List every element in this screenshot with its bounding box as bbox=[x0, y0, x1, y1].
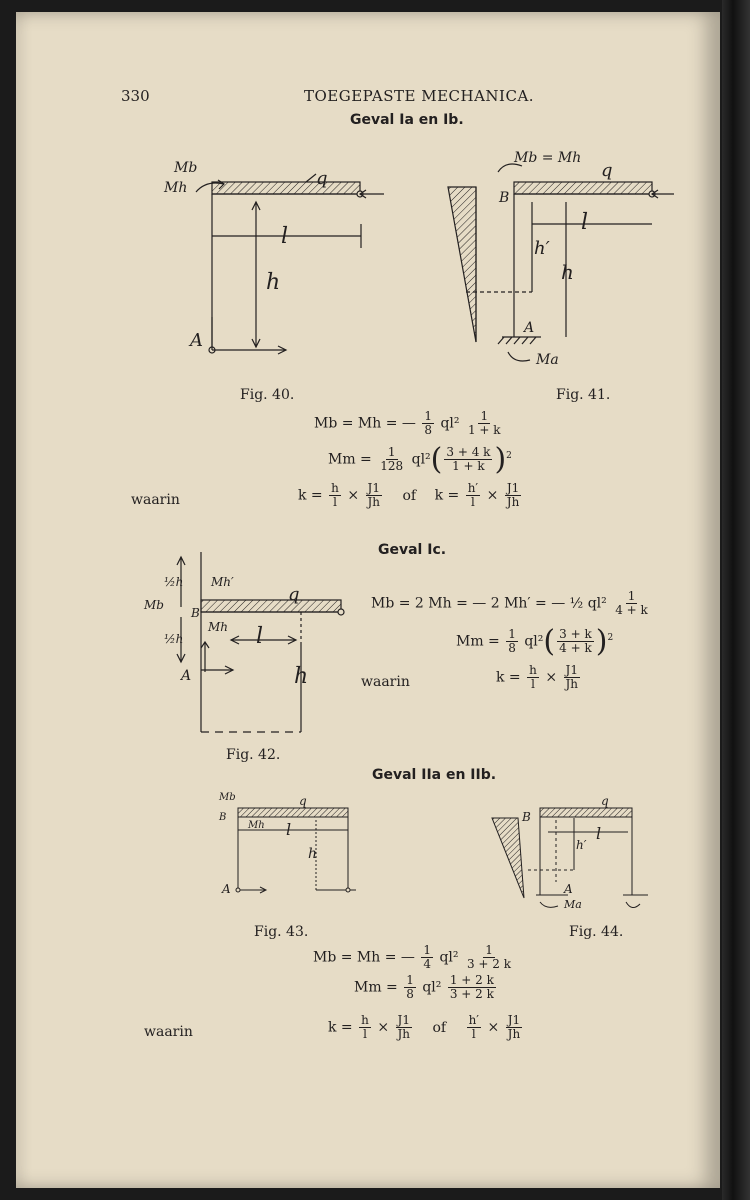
fig42-q-label: q bbox=[288, 584, 300, 605]
formula-ic-moment: Mb = 2 Mh = — 2 Mh′ = — ½ ql² $\frac{1}{4 + k}$ bbox=[371, 589, 648, 617]
formula-iia-k: k = $\frac{h}{l}$ × $\frac{J1}{Jh}$ of $\frac{h'}{l}$ × $\frac{J1}{Jh}$ bbox=[328, 1013, 521, 1041]
running-title: TOEGEPASTE MECHANICA. bbox=[304, 87, 535, 105]
fig43-b-label: B bbox=[219, 812, 227, 823]
fig44-ma-label: Ma bbox=[564, 898, 582, 911]
fig44-hprime-label: h′ bbox=[576, 838, 587, 852]
caption-fig-43: Fig. 43. bbox=[254, 924, 309, 940]
fig42-h-label: h bbox=[294, 664, 309, 689]
fig42-mhprime-label: Mh′ bbox=[211, 575, 234, 589]
waarin-label-1: waarin bbox=[131, 492, 180, 508]
fig41-q-label: q bbox=[601, 160, 613, 181]
fig43-l-label: l bbox=[286, 820, 292, 839]
fig44-l-label: l bbox=[596, 824, 602, 843]
fig42-mh-label: Mh bbox=[208, 620, 229, 634]
waarin-label-2: waarin bbox=[361, 674, 410, 690]
fig40-h-label: h bbox=[266, 270, 281, 295]
fig42-half-h-top: ½h bbox=[164, 575, 184, 589]
formula-ic-k: k = $\frac{h}{l}$ × $\frac{J1}{Jh}$ bbox=[496, 663, 579, 691]
fig41-a-label: A bbox=[524, 320, 535, 336]
fig44-b-label: B bbox=[522, 810, 531, 824]
fig41-b-label: B bbox=[499, 190, 510, 206]
formula-ia-midspan: Mm = $\frac{1}{128}$ ql²( $\frac{3 + 4 k}{1 + k}$ )$^2$ bbox=[328, 442, 512, 477]
fig40-mb-label: Mb bbox=[174, 160, 198, 176]
fig42-b-label: B bbox=[191, 606, 200, 620]
formula-iia-midspan: Mm = $\frac{1}{8}$ ql² $\frac{1 + 2 k}{3 + 2 k}$ bbox=[354, 973, 494, 1001]
fig43-h-label: h bbox=[308, 846, 318, 862]
formula-iia-moment: Mb = Mh = — $\frac{1}{4}$ ql² $\frac{1}{3 + 2 k}$ bbox=[313, 943, 512, 971]
fig44-a-label: A bbox=[564, 882, 573, 896]
fig41-mb-mh-label: Mb = Mh bbox=[514, 150, 582, 166]
caption-fig-44: Fig. 44. bbox=[569, 924, 624, 940]
fig41-ma-label: Ma bbox=[536, 352, 559, 368]
formula-ia-k: k = $\frac{h}{l}$ × $\frac{J1}{Jh}$ of k = $\frac{h'}{l}$ × $\frac{J1}{Jh}$ bbox=[298, 481, 520, 509]
fig44-q-label: q bbox=[601, 794, 609, 808]
figure-41-frame-diagram bbox=[436, 152, 676, 382]
fig42-mb-label: Mb bbox=[144, 598, 164, 612]
page-number: 330 bbox=[121, 87, 150, 105]
section-heading-geval-ia-ib: Geval Ia en Ib. bbox=[350, 112, 464, 128]
formula-ia-moment: Mb = Mh = — $\frac{1}{8}$ ql² $\frac{1}{1 + k}$ bbox=[314, 409, 501, 437]
fig42-half-h-bottom: ½h bbox=[164, 632, 184, 646]
book-page-edge bbox=[722, 0, 750, 1200]
fig40-q-label: q bbox=[316, 168, 328, 189]
fig43-q-label: q bbox=[299, 794, 307, 808]
fig43-a-label: A bbox=[222, 882, 231, 896]
formula-ic-midspan: Mm = $\frac{1}{8}$ ql²( $\frac{3 + k}{4 + k}$ )$^2$ bbox=[456, 624, 614, 659]
fig43-mh-label: Mh bbox=[248, 820, 265, 831]
caption-fig-42: Fig. 42. bbox=[226, 747, 281, 763]
caption-fig-41: Fig. 41. bbox=[556, 387, 611, 403]
fig42-a-label: A bbox=[181, 668, 192, 684]
fig41-l-label: l bbox=[581, 210, 589, 235]
fig41-hprime-label: h′ bbox=[534, 238, 550, 259]
section-heading-geval-iia-iib: Geval IIa en IIb. bbox=[372, 767, 497, 783]
fig41-h-label: h bbox=[561, 260, 574, 284]
fig40-l-label: l bbox=[281, 224, 289, 249]
waarin-label-3: waarin bbox=[144, 1024, 193, 1040]
caption-fig-40: Fig. 40. bbox=[240, 387, 295, 403]
figure-43-frame-diagram bbox=[216, 790, 376, 910]
fig40-mh-label: Mh bbox=[164, 180, 188, 196]
section-heading-geval-ic: Geval Ic. bbox=[378, 542, 447, 558]
book-page bbox=[16, 12, 720, 1188]
fig42-l-label: l bbox=[256, 624, 264, 649]
fig43-mb-label: Mb bbox=[219, 792, 236, 803]
fig40-a-label: A bbox=[190, 330, 203, 351]
